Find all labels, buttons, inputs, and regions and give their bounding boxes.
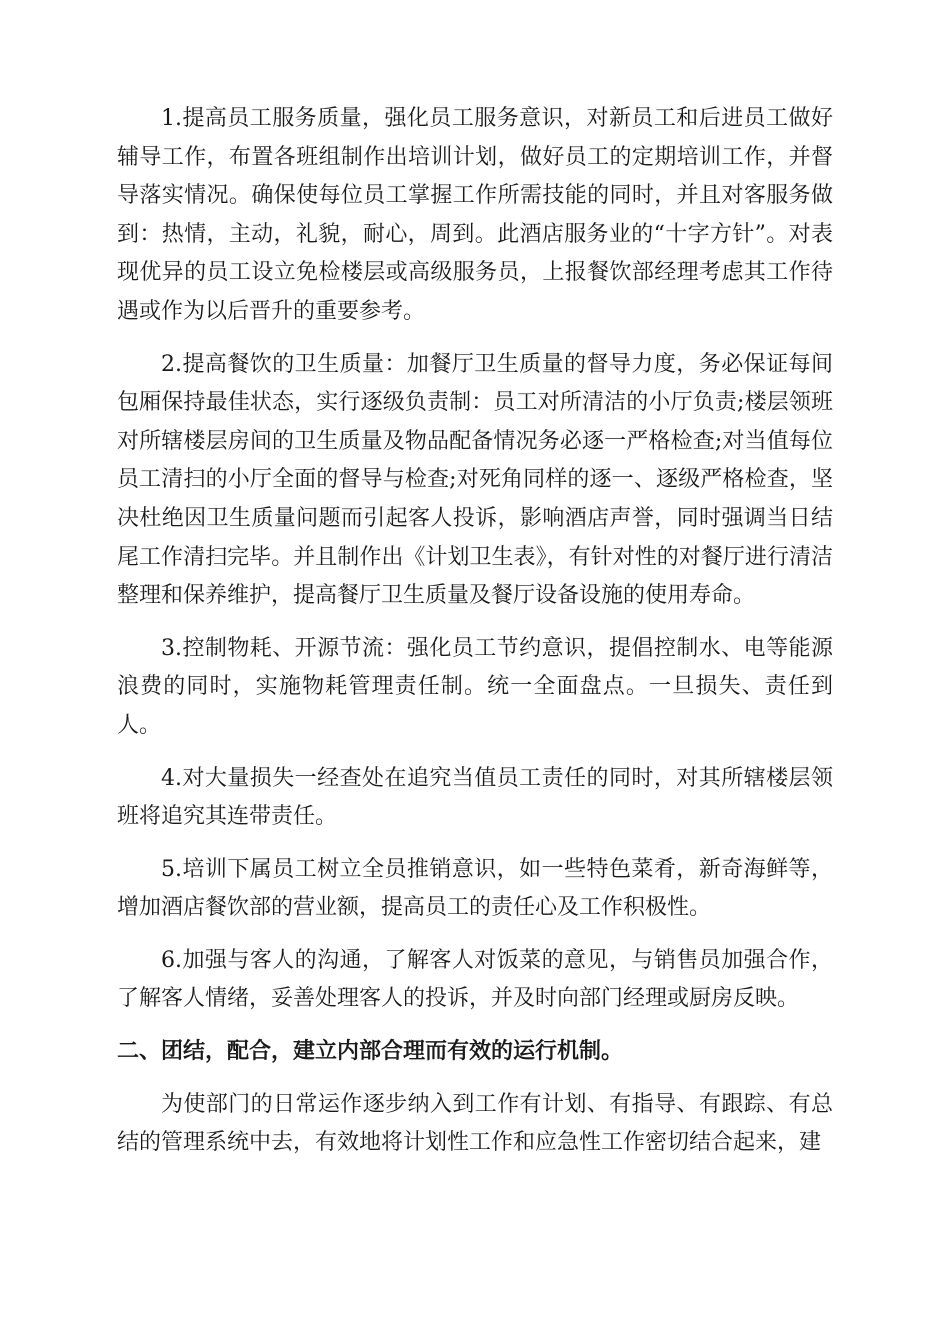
section-heading: 二、团结，配合，建立内部合理而有效的运行机制。 [117, 1039, 624, 1065]
section-paragraph: 为使部门的日常运作逐步纳入到工作有计划、有指导、有跟踪、有总结的管理系统中去，有效地将计划性工作和应急性工作密切结合起来，建 [117, 1091, 833, 1156]
paragraph-cost-control: 3.控制物耗、开源节流：强化员工节约意识，提倡控制水、电等能源浪费的同时，实施物耗管理责任制。统一全面盘点。一旦损失、责任到人。 [117, 635, 833, 738]
paragraph-service-quality: 1.提高员工服务质量，强化员工服务意识，对新员工和后进员工做好辅导工作，布置各班组制作出培训计划，做好员工的定期培训工作，并督导落实情况。确保使每位员工掌握工作所需技能的同时，并且对客服务做到：热情，主动，礼貌，耐心，周到。此酒店服务业的“十字方针”。对表现优异的员工设立免检楼层或高级服务员，上报餐饮部经理考虑其工作待遇或作为以后晋升的重要参考。 [117, 106, 833, 324]
paragraph-hygiene-quality: 2.提高餐饮的卫生质量：加餐厅卫生质量的督导力度，务必保证每间包厢保持最佳状态，实行逐级负责制：员工对所清洁的小厅负责;楼层领班对所辖楼层房间的卫生质量及物品配备情况务必逐一严格检查;对当值每位员工清扫的小厅全面的督导与检查;对死角同样的逐一、逐级严格检查，坚决杜绝因卫生质量问题而引起客人投诉，影响酒店声誉，同时强调当日结尾工作清扫完毕。并且制作出《计划卫生表》，有针对性的对餐厅进行清洁整理和保养维护，提高餐厅卫生质量及餐厅设备设施的使用寿命。 [117, 351, 833, 609]
paragraph-loss-responsibility: 4.对大量损失一经查处在追究当值员工责任的同时，对其所辖楼层领班将追究其连带责任。 [117, 765, 833, 830]
paragraph-sales-training: 5.培训下属员工树立全员推销意识，如一些特色菜肴，新奇海鲜等，增加酒店餐饮部的营业额，提高员工的责任心及工作积极性。 [117, 856, 833, 921]
paragraph-customer-communication: 6.加强与客人的沟通，了解客人对饭菜的意见，与销售员加强合作，了解客人情绪，妥善处理客人的投诉，并及时向部门经理或厨房反映。 [117, 947, 833, 1012]
document-page [117, 100, 833, 1177]
